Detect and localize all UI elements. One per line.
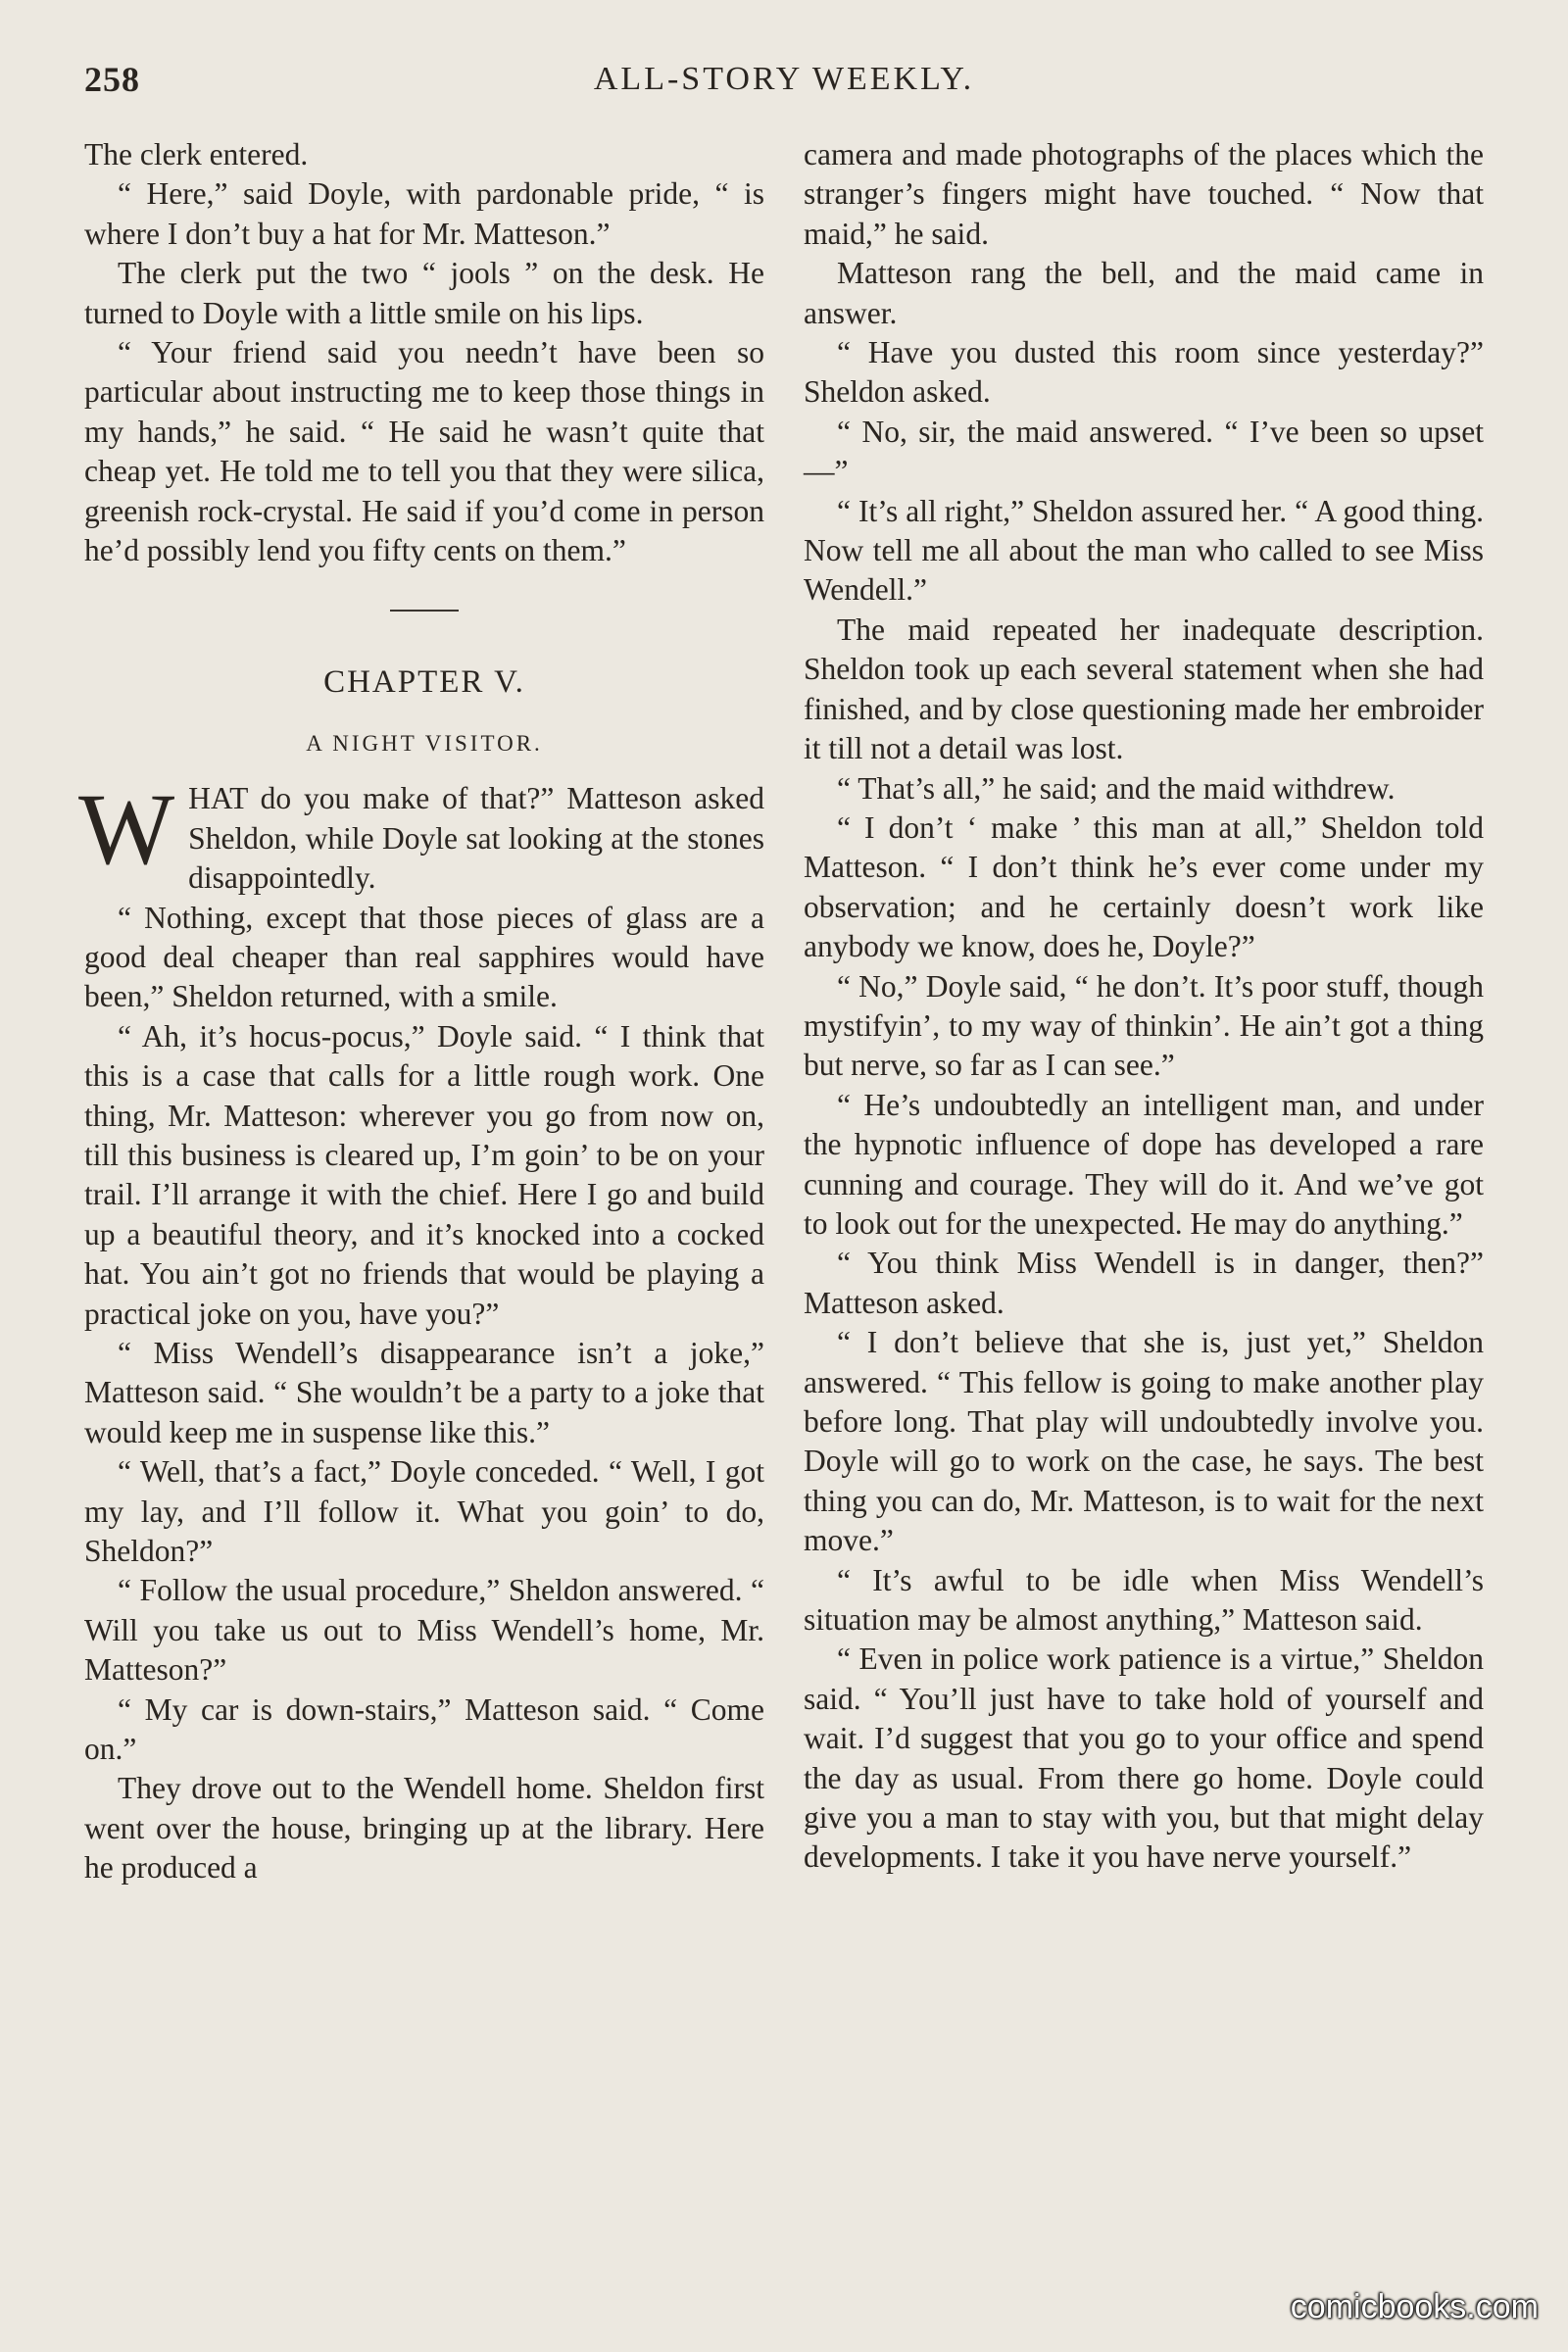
paragraph: “ Even in police work patience is a virtue,” Sheldon said. “ You’ll just have to take hold of yourself and wait. I’d suggest that you go to your office and spend the day as usual. From there go home. Doyle could give you a man to stay with you, but that might delay developments. I take it you have nerve yourself.”: [804, 1642, 1484, 1875]
paragraph: “ I don’t believe that she is, just yet,” Sheldon answered. “ This fellow is going to make another play before long. That play will undoubtedly involve you. Doyle will go to work on the case, he says. The best thing you can do, Mr. Matteson, is to wait for the next move.”: [804, 1325, 1484, 1558]
paragraph: camera and made photographs of the places which the stranger’s fingers might have touched. “ Now that maid,” he said.: [804, 137, 1484, 251]
page-number: 258: [84, 60, 140, 99]
paragraph: The maid repeated her inadequate description. Sheldon took up each several statement when she had finished, and by close questioning made her embroider it till not a detail was lost.: [804, 612, 1484, 766]
paragraph: “ Follow the usual procedure,” Sheldon answered. “ Will you take us out to Miss Wendell’s home, Mr. Matteson?”: [84, 1573, 764, 1688]
paragraph: “ Have you dusted this room since yesterday?” Sheldon asked.: [804, 335, 1484, 410]
left-column: [78, 135, 764, 1888]
running-head: ALL-STORY WEEKLY.: [593, 61, 975, 97]
paragraph: “ Nothing, except that those pieces of glass are a good deal cheaper than real sapphires would have been,” Sheldon returned, with a smile.: [84, 900, 764, 1014]
chapter-title: CHAPTER V.: [323, 664, 525, 701]
paragraph: “ That’s all,” he said; and the maid withdrew.: [837, 770, 1396, 806]
paragraph: “ It’s all right,” Sheldon assured her. “ A good thing. Now tell me all about the man who called to see Miss Wendell.”: [804, 493, 1484, 608]
paragraph: Matteson rang the bell, and the maid came in answer.: [804, 256, 1484, 330]
chapter-subtitle: A NIGHT VISITOR.: [306, 730, 543, 756]
paragraph: “ I don’t ‘ make ’ this man at all,” Sheldon told Matteson. “ I don’t think he’s ever come under my observation; and he certainly doesn’t work like anybody we know, does he, Doyle?”: [804, 809, 1484, 964]
paragraph: “ He’s undoubtedly an intelligent man, and under the hypnotic influence of dope has developed a rare cunning and courage. They will do it. And we’ve got to look out for the unexpected. He may do anything.”: [804, 1087, 1484, 1241]
right-column: [804, 135, 1484, 1878]
drop-cap: W: [78, 773, 175, 887]
paragraph: “ No, sir, the maid answered. “ I’ve been so upset—”: [804, 414, 1484, 489]
paragraph: “ Miss Wendell’s disappearance isn’t a joke,” Matteson said. “ She wouldn’t be a party to a joke that would keep me in suspense like this.”: [84, 1335, 764, 1449]
paragraph: The clerk entered.: [84, 137, 309, 172]
section-divider: [390, 610, 459, 612]
paragraph: “ No,” Doyle said, “ he don’t. It’s poor stuff, though mystifyin’, to my way of thinkin’. He ain’t got a thing but nerve, so far as I can see.”: [804, 968, 1484, 1083]
dropcap-paragraph: [78, 773, 764, 898]
dropcap-paragraph-text: HAT do you make of that?” Matteson asked Sheldon, while Doyle sat looking at the stones disappointedly.: [188, 781, 764, 896]
paragraph: “ My car is down-stairs,” Matteson said. “ Come on.”: [84, 1691, 764, 1767]
paragraph: “ It’s awful to be idle when Miss Wendell’s situation may be almost anything,” Matteson said.: [804, 1562, 1484, 1638]
paragraph: “ You think Miss Wendell is in danger, then?” Matteson asked.: [804, 1246, 1484, 1320]
watermark: comicbooks.com: [1290, 2288, 1539, 2326]
paragraph: They drove out to the Wendell home. Sheldon first went over the house, bringing up at the library. Here he produced a: [84, 1771, 764, 1886]
paragraph: “ Well, that’s a fact,” Doyle conceded. “ Well, I got my lay, and I’ll follow it. What you goin’ to do, Sheldon?”: [84, 1454, 764, 1568]
paragraph: “ Here,” said Doyle, with pardonable pride, “ is where I don’t buy a hat for Mr. Matteson.”: [84, 176, 764, 251]
paragraph: “ Your friend said you needn’t have been so particular about instructing me to keep those things in my hands,” he said. “ He said he wasn’t quite that cheap yet. He told me to tell you that they were silica, greenish rock-crystal. He said if you’d come in person he’d possibly lend you fifty cents on them.”: [84, 335, 764, 568]
paragraph: The clerk put the two “ jools ” on the desk. He turned to Doyle with a little smile on his lips.: [84, 256, 764, 330]
paragraph: “ Ah, it’s hocus-pocus,” Doyle said. “ I think that this is a case that calls for a little rough work. One thing, Mr. Matteson: wherever you go from now on, till this business is cleared up, I’m goin’ to be on your trail. I’ll arrange it with the chief. Here I go and build up a beautiful theory, and it’s knocked into a cocked hat. You ain’t got no friends that would be playing a practical joke on you, have you?”: [84, 1018, 764, 1331]
